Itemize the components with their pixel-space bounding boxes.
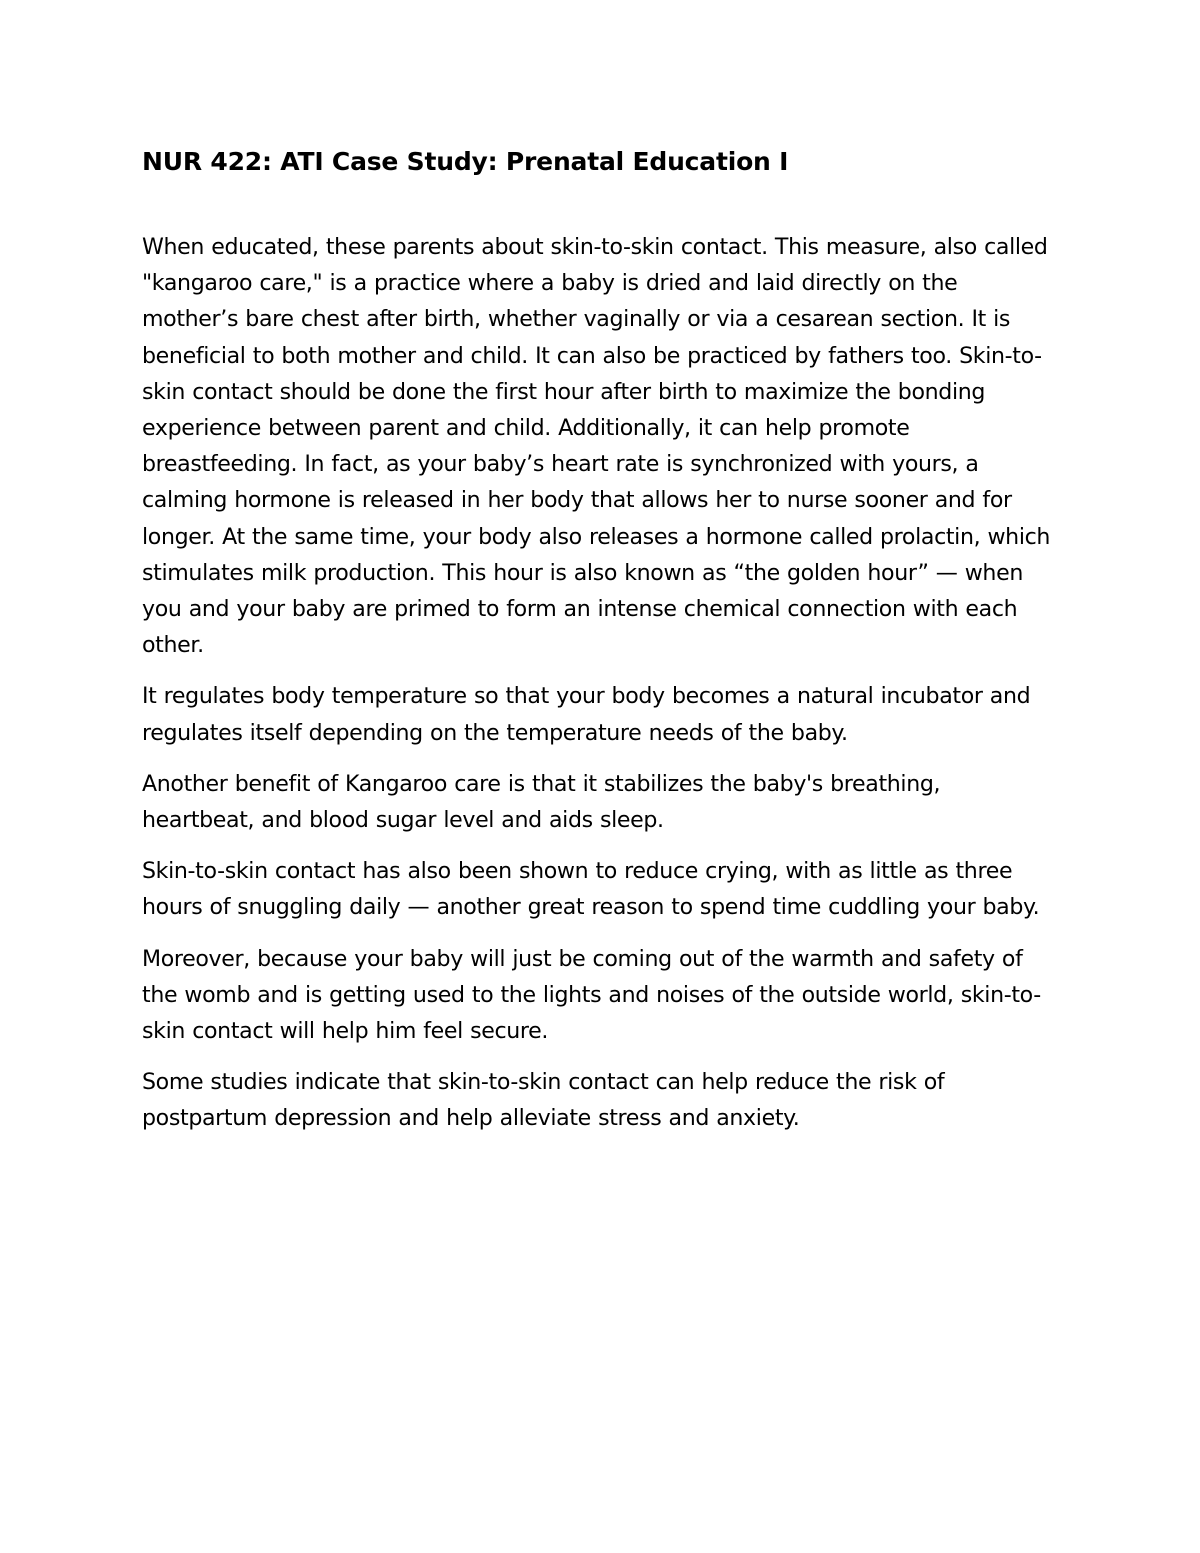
document-title: NUR 422: ATI Case Study: Prenatal Education I	[142, 147, 789, 176]
document-body	[142, 143, 1054, 1152]
paragraph-stabilizes-breathing: Another benefit of Kangaroo care is that it stabilizes the baby's breathing, heartbeat, and blood sugar level and aids sleep.	[142, 770, 941, 834]
paragraph-reduce-crying: Skin-to-skin contact has also been shown to reduce crying, with as little as three hours of snuggling daily — another great reason to spend time cuddling your baby.	[142, 858, 1040, 921]
paragraph-body-temperature: It regulates body temperature so that your body becomes a natural incubator and regulates itself depending on the temperature needs of the baby.	[142, 683, 1031, 746]
paragraph-feel-secure: Moreover, because your baby will just be coming out of the warmth and safety of the womb and is getting used to the lights and noises of the outside world, skin-to-skin contact will help him feel secure.	[142, 945, 1041, 1045]
paragraph-postpartum-depression: Some studies indicate that skin-to-skin contact can help reduce the risk of postpartum depression and help alleviate stress and anxiety.	[142, 1069, 945, 1132]
paragraph-skin-to-skin-intro: When educated, these parents about skin-to-skin contact. This measure, also called "kangaroo care," is a practice where a baby is dried and laid directly on the mother’s bare chest after birth, whether vaginally or via a cesarean section. It is beneficial to both mother and child. It can also be practiced by fathers too. Skin-to-skin contact should be done the first hour after birth to maximize the bonding experience between parent and child. Additionally, it can help promote breastfeeding. In fact, as your baby’s heart rate is synchronized with yours, a calming hormone is released in her body that allows her to nurse sooner and for longer. At the same time, your body also releases a hormone called prolactin, which stimulates milk production. This hour is also known as “the golden hour” — when you and your baby are primed to form an intense chemical connection with each other.	[142, 234, 1051, 659]
